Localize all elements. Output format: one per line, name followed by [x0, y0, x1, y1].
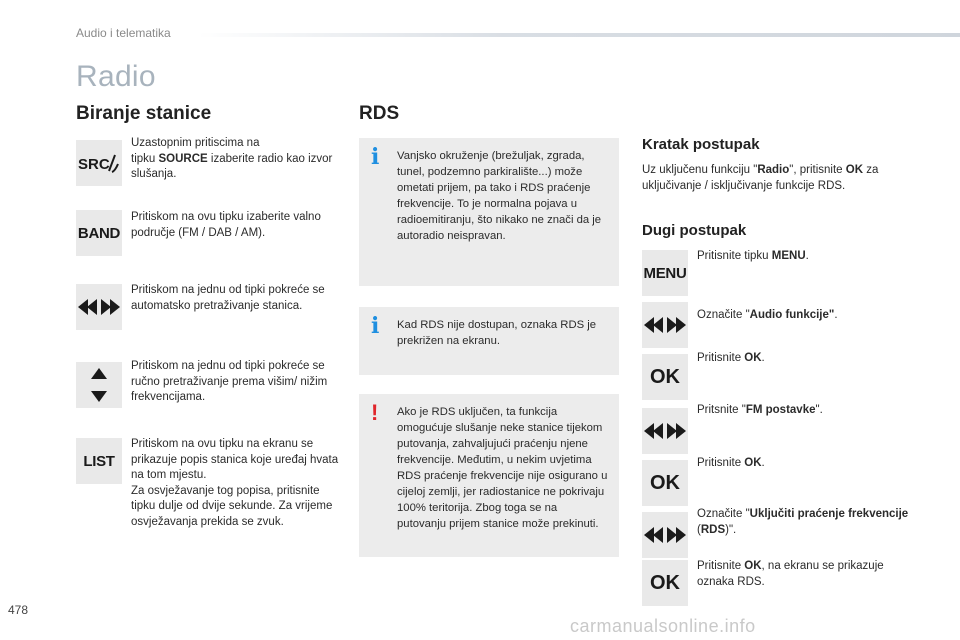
- ok-button-icon: OK: [642, 560, 688, 606]
- src-instruction: Uzastopnim pritiscima na tipku SOURCE izaberite radio kao izvor slušanja.: [131, 137, 333, 180]
- svg-text:SRC: SRC: [78, 156, 110, 173]
- page-number: 478: [8, 603, 29, 617]
- seek-arrows-icon: [76, 284, 122, 330]
- seek-arrows-icon: [642, 302, 688, 348]
- step-3-text: Pritisnite OK.: [697, 352, 765, 364]
- step-1-text: Pritisnite tipku MENU.: [697, 250, 809, 262]
- info-icon: i: [371, 313, 380, 339]
- heading-long-procedure: Dugi postupak: [642, 222, 747, 239]
- seek-arrows-icon: [642, 408, 688, 454]
- info-note-rds-unavailable: i Kad RDS nije dostupan, oznaka RDS je prekrižen na ekranu.: [359, 307, 619, 375]
- warning-icon: !: [371, 400, 379, 425]
- src-button-icon: [76, 140, 122, 186]
- step-5-text: Pritisnite OK.: [697, 457, 765, 469]
- watermark: carmanualsonline.info: [570, 616, 756, 636]
- step-6-text: Označite "Uključiti praćenje frekvencije (RDS)".: [697, 508, 909, 536]
- section-heading-station-selection: Biranje stanice: [76, 103, 212, 124]
- step-2-text: Označite "Audio funkcije".: [697, 309, 838, 321]
- page-title: Radio: [76, 60, 156, 93]
- heading-short-procedure: Kratak postupak: [642, 136, 760, 153]
- info-note-reception: i Vanjsko okruženje (brežuljak, zgrada, tunel, podzemno parkiralište...) može ometati prijem, pa tako i RDS praćenje frekvencije. To je normalna pojava u radioemitiranju, što nikako ne znači da je autoradio neispravan.: [359, 138, 619, 286]
- up-down-arrows-icon: [76, 362, 122, 408]
- step-7-text: Pritisnite OK, na ekranu se prikazuje oznaka RDS.: [697, 560, 884, 588]
- info-icon: i: [371, 144, 380, 170]
- ok-button-icon: OK: [642, 354, 688, 400]
- seek-arrows-icon: [642, 512, 688, 558]
- ok-button-icon: OK: [642, 460, 688, 506]
- list-button-icon: LIST: [76, 438, 122, 484]
- short-procedure-text: Uz uključenu funkciju "Radio", pritisnite OK za uključivanje / isključivanje funkcije RDS.: [642, 164, 879, 192]
- running-header: Audio i telematika: [76, 26, 171, 40]
- seek-instruction: Pritiskom na jednu od tipki pokreće se automatsko pretraživanje stanica.: [131, 284, 325, 312]
- list-instruction: Pritiskom na ovu tipku na ekranu se prikazuje popis stanica koje uređaj hvata na tom mjestu. Za osvježavanje tog popisa, pritisnite tipku dulje od dvije sekunde. Za vrijeme osvježavanja prekida se zvuk.: [131, 438, 339, 528]
- menu-button-icon: MENU: [642, 250, 688, 296]
- header-rule: [198, 33, 960, 37]
- manual-tune-instruction: Pritiskom na jednu od tipki pokreće se ručno pretraživanje prema višim/ nižim frekvencijama.: [131, 360, 328, 403]
- band-instruction: Pritiskom na ovu tipku izaberite valno područje (FM / DAB / AM).: [131, 211, 321, 239]
- step-4-text: Pritsnite "FM postavke".: [697, 404, 823, 416]
- warning-note-rds: ! Ako je RDS uključen, ta funkcija omogućuje slušanje neke stanice tijekom putovanja, zahvaljujući praćenju njene frekvencije. Međutim, u nekim uvjetima RDS praćenje frekvencije nije osigurano u cijeloj zemlji, jer radiostanice ne pokrivaju 100% teritorija. Zbog toga se na putovanju prijem stanice može prekinuti.: [359, 394, 619, 557]
- band-button-icon: BAND: [76, 210, 122, 256]
- section-heading-rds: RDS: [359, 103, 400, 124]
